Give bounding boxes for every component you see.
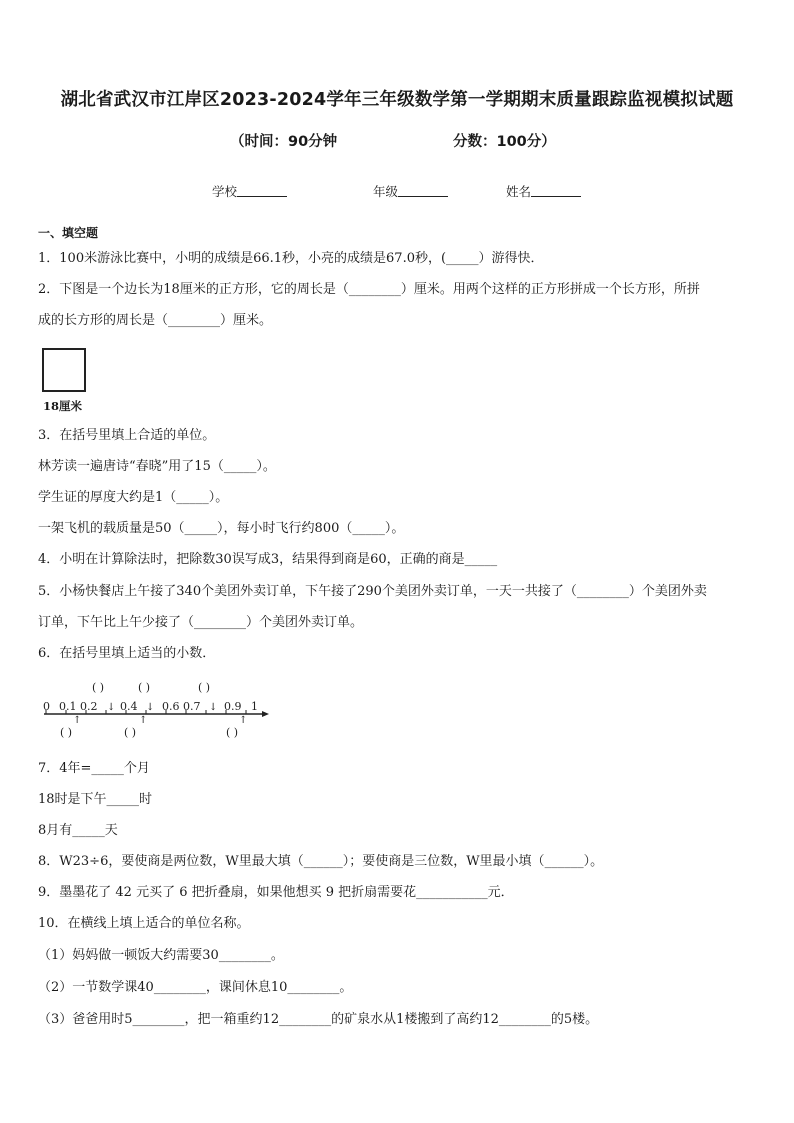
arrow-down-icon: ↓ xyxy=(107,702,116,713)
question-4: 4．小明在计算除法时，把除数30误写成3，结果得到商是60，正确的商是_____ xyxy=(38,552,498,567)
question-10-intro: 10．在横线上填上适合的单位名称。 xyxy=(38,916,250,931)
number-line-figure xyxy=(40,678,272,740)
bracket-bottom-1: ( ) xyxy=(60,726,73,739)
exam-title: 湖北省武汉市江岸区2023-2024学年三年级数学第一学期期末质量跟踪监视模拟试题 xyxy=(60,90,734,110)
question-3-intro: 3．在括号里填上合适的单位。 xyxy=(38,428,216,443)
arrow-up-icon: ↑ xyxy=(139,715,148,726)
tick-label: 0.6 xyxy=(162,700,180,713)
question-3-a: 林芳读一遍唐诗“春晓”用了15（_____）。 xyxy=(38,459,276,474)
school-field: 学校 xyxy=(212,182,287,200)
tick-label: 0.2 xyxy=(80,700,98,713)
question-1: 1．100米游泳比赛中，小明的成绩是66.1秒，小亮的成绩是67.0秒，(_____）游得快． xyxy=(38,251,544,266)
question-6-intro: 6．在括号里填上适当的小数． xyxy=(38,646,216,661)
question-10-c: （3）爸爸用时5________，把一箱重约12________的矿泉水从1楼搬到了高约12________的5楼。 xyxy=(38,1012,599,1027)
question-7-b: 18时是下午_____时 xyxy=(38,792,153,807)
tick-label: 0 xyxy=(43,700,50,713)
question-3-b: 学生证的厚度大约是1（_____）。 xyxy=(38,490,229,505)
question-2-line-2: 成的长方形的周长是（________）厘米。 xyxy=(38,313,273,328)
bracket-bottom-3: ( ) xyxy=(226,726,239,739)
question-10-b: （2）一节数学课40________，课间休息10________。 xyxy=(38,980,353,995)
tick-label: 0.9 xyxy=(224,700,242,713)
exam-score: 分数：100分） xyxy=(453,134,556,150)
grade-field: 年级 xyxy=(373,182,448,200)
bracket-top-1: ( ) xyxy=(92,681,105,694)
question-5-line-2: 订单，下午比上午少接了（________）个美团外卖订单。 xyxy=(38,615,364,630)
arrow-down-icon: ↓ xyxy=(209,702,218,713)
question-10-a: （1）妈妈做一顿饭大约需要30________。 xyxy=(38,948,284,963)
question-8: 8．W23÷6，要使商是两位数，W里最大填（______）；要使商是三位数，W里最小填（______）。 xyxy=(38,854,604,869)
square-label: 18厘米 xyxy=(43,399,83,413)
section-heading: 一、填空题 xyxy=(38,226,99,240)
tick-label: 0.4 xyxy=(120,700,138,713)
question-7-a: 7．4年=_____个月 xyxy=(38,761,150,776)
exam-time: （时间：90分钟 xyxy=(230,134,338,150)
bracket-bottom-2: ( ) xyxy=(124,726,137,739)
bracket-top-3: ( ) xyxy=(198,681,211,694)
tick-label: 0.7 xyxy=(183,700,201,713)
arrow-up-icon: ↑ xyxy=(73,715,82,726)
tick-label: 0.1 xyxy=(59,700,77,713)
question-7-c: 8月有_____天 xyxy=(38,823,118,838)
arrow-down-icon: ↓ xyxy=(146,702,155,713)
name-field: 姓名 xyxy=(506,182,581,200)
square-figure xyxy=(42,348,86,392)
question-5-line-1: 5．小杨快餐店上午接了340个美团外卖订单，下午接了290个美团外卖订单，一天一共接了（________）个美团外卖 xyxy=(38,584,707,599)
arrow-up-icon: ↑ xyxy=(239,715,248,726)
question-3-c: 一架飞机的载质量是50（_____），每小时飞行约800（_____）。 xyxy=(38,521,405,536)
bracket-top-2: ( ) xyxy=(138,681,151,694)
question-2-line-1: 2．下图是一个边长为18厘米的正方形，它的周长是（________）厘米。用两个这样的正方形拼成一个长方形，所拼 xyxy=(38,282,700,297)
question-9: 9．墨墨花了 42 元买了 6 把折叠扇，如果他想买 9 把折扇需要花___________元． xyxy=(38,885,514,900)
tick-label: 1 xyxy=(251,700,258,713)
